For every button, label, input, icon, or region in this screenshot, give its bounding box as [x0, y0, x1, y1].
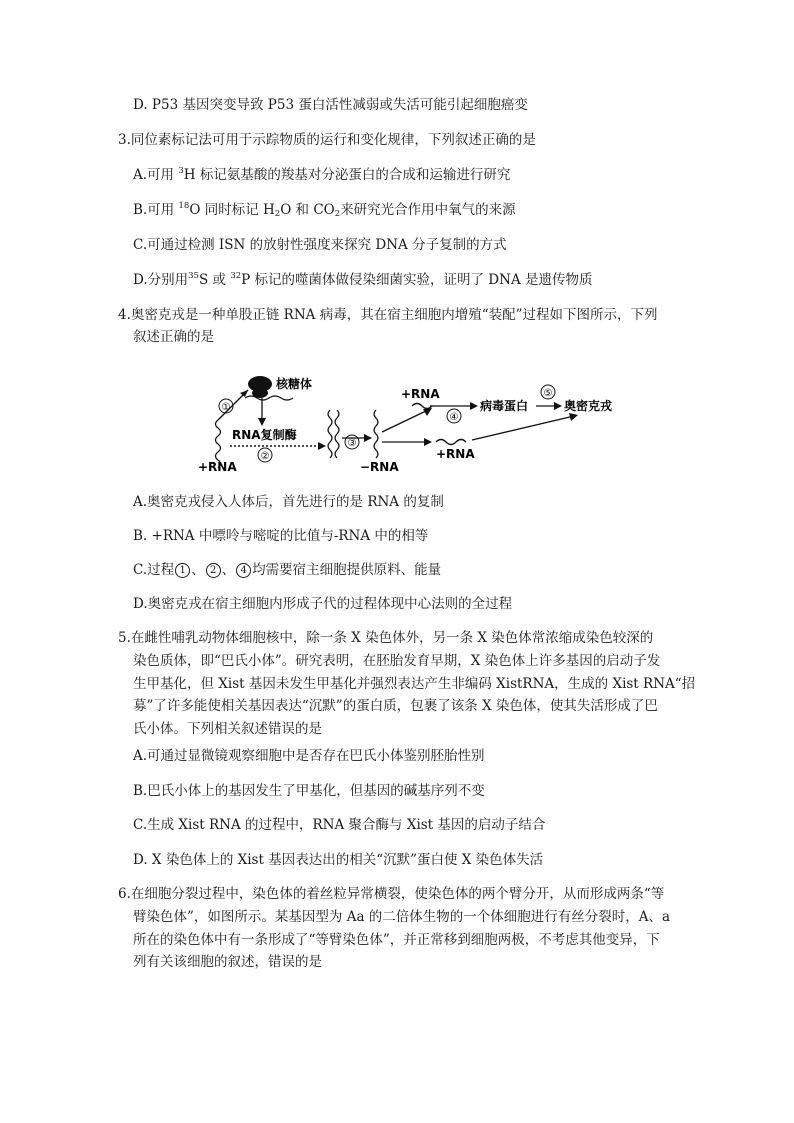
step-5-label: ⑤ — [543, 388, 553, 399]
plus-rna-mid-strand — [436, 440, 466, 445]
q6-stem-line-2: 臂染色体”，如图所示。某基因型为 Aa 的二倍体生物的一个体细胞进行有丝分裂时，A、a — [133, 909, 671, 925]
q3-stem: 3.同位素标记法可用于示踪物质的运行和变化规律，下列叙述正确的是 — [118, 132, 536, 148]
circled-4: 4 — [236, 563, 251, 578]
q5-stem-line-4: 募”了许多能使相关基因表达“沉默”的蛋白质，包裹了该条 X 染色体，使其失活形成了巴 — [133, 698, 658, 714]
q4-option-a: A.奥密克戎侵入人体后，首先进行的是 RNA 的复制 — [133, 494, 444, 510]
minus-rna-label: −RNA — [360, 460, 399, 474]
q3-option-b: B.可用 $^{18}$O 同时标记 $H_2O$ 和 $CO_2$来研究光合作用中氧气的来源 — [133, 201, 516, 219]
q3-option-a: A.可用 $^3$H 标记氨基酸的羧基对分泌蛋白的合成和运输进行研究 — [133, 166, 511, 183]
double-strand-plus — [328, 410, 332, 458]
q3-option-d: D.分别用$^{35}$S 或 $^{32}$P 标记的噬菌体做侵染细菌实验，证明了 DNA 是遗传物质 — [133, 271, 593, 288]
step-3-label: ③ — [347, 438, 357, 449]
q5-stem-line-3: 生甲基化，但 Xist 基因未发生甲基化并强烈表达产生非编码 XistRNA，生成的 Xist RNA“招 — [133, 676, 696, 692]
q4-stem-line-2: 叙述正确的是 — [133, 329, 214, 345]
plus-rna-top-strand — [412, 404, 432, 409]
step-4-label: ④ — [449, 412, 459, 423]
q4-option-b: B. +RNA 中嘌呤与嘧啶的比值与-RNA 中的相等 — [133, 528, 429, 544]
step-1-label: ① — [221, 402, 231, 413]
q4-option-d: D.奥密克戎在宿主细胞内形成子代的过程体现中心法则的全过程 — [133, 596, 513, 612]
q6-stem-line-4: 列有关该细胞的叙述，错误的是 — [133, 954, 322, 970]
ribosome-icon — [248, 376, 272, 398]
q6-stem-line-1: 6.在细胞分裂过程中，染色体的着丝粒异常横裂，使染色体的两个臂分开，从而形成两条“等 — [118, 886, 665, 902]
omicron-label: 奥密克戎 — [564, 399, 613, 413]
viral-protein-label: 病毒蛋白 — [480, 399, 529, 413]
ribosome-label: 核糖体 — [276, 377, 313, 391]
plus-rna-top-label: +RNA — [401, 387, 440, 401]
q4-option-c: C.过程 1 、 2 、 4 均需要宿主细胞提供原料、能量 — [133, 562, 442, 578]
replicase-label: RNA复制酶 — [232, 428, 297, 442]
circled-2: 2 — [206, 563, 221, 578]
omicron-replication-diagram — [190, 360, 630, 478]
circled-1: 1 — [175, 563, 190, 578]
q6-stem-line-3: 所在的染色体中有一条形成了“等臂染色体”，并正常移到细胞两极，不考虑其他变异，下 — [133, 932, 660, 948]
double-strand-minus — [335, 410, 339, 458]
q5-option-a: A.可通过显微镜观察细胞中是否存在巴氏小体鉴别胚胎性别 — [133, 748, 485, 764]
q5-option-b: B.巴氏小体上的基因发生了甲基化，但基因的碱基序列不变 — [133, 783, 485, 799]
step-2-label: ② — [260, 451, 270, 462]
q5-option-d: D. X 染色体上的 Xist 基因表达出的相关“沉默”蛋白使 X 染色体失活 — [133, 852, 544, 868]
q5-stem-line-1: 5.在雌性哺乳动物体细胞核中，除一条 X 染色体外，另一条 X 染色体常浓缩成染色较深的 — [118, 630, 654, 646]
q5-stem-line-2: 染色质体，即“巴氏小体”。研究表明，在胚胎发育早期，X 染色体上许多基因的启动子发 — [133, 653, 661, 669]
q3-option-c: C.可通过检测 ISN 的放射性强度来探究 DNA 分子复制的方式 — [133, 237, 507, 253]
mrna-strand — [245, 396, 293, 400]
minus-rna-strand — [374, 410, 378, 458]
plus-rna-mid-label: +RNA — [436, 447, 475, 461]
q2-option-d: D. P53 基因突变导致 P53 蛋白活性减弱或失活可能引起细胞癌变 — [133, 97, 528, 113]
q4-stem-line-1: 4.奥密克戎是一种单股正链 RNA 病毒，其在宿主细胞内增殖“装配”过程如下图所示，下列 — [118, 307, 658, 323]
plus-rna-left-label: +RNA — [198, 460, 237, 474]
q5-stem-line-5: 氏小体。下列相关叙述错误的是 — [133, 721, 322, 737]
q5-option-c: C.生成 Xist RNA 的过程中，RNA 聚合酶与 Xist 基因的启动子结合 — [133, 817, 546, 833]
